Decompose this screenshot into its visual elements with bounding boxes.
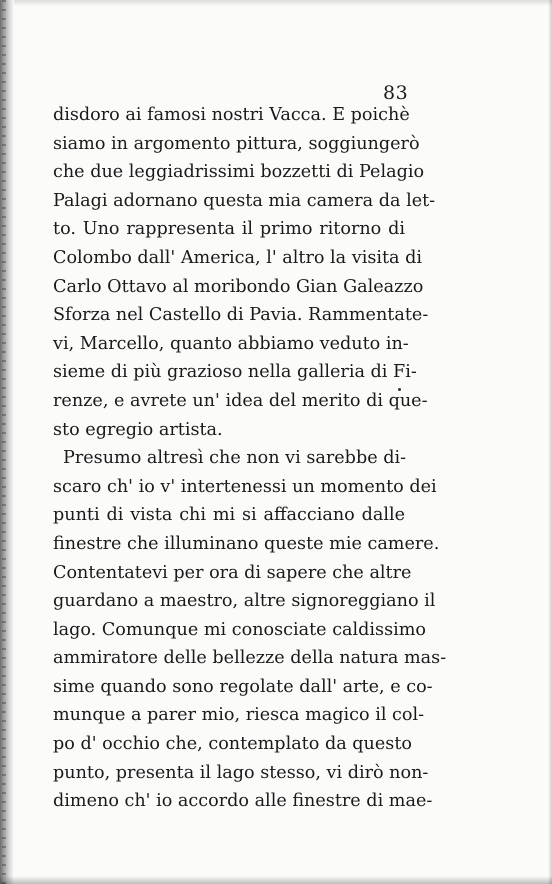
text-line: Palagi adornano questa mia camera da let- bbox=[53, 190, 436, 211]
text-line: punti di vista chi mi si affacciano dalle bbox=[53, 505, 405, 526]
text-line: guardano a maestro, altre signoreggiano il bbox=[53, 591, 436, 612]
text-line: po d' occhio che, contemplato da questo bbox=[53, 734, 412, 755]
paragraph-start-line: Presumo altresì che non vi sarebbe di- bbox=[63, 448, 407, 469]
text-line: to. Uno rappresenta il primo ritorno di bbox=[53, 219, 405, 240]
paragraph-end-line: sto egregio artista. bbox=[53, 419, 223, 440]
text-line: sieme di più grazioso nella galleria di Fi- bbox=[53, 362, 417, 383]
text-line: vi, Marcello, quanto abbiamo veduto in- bbox=[53, 333, 409, 354]
body-text bbox=[53, 101, 447, 816]
text-line: renze, e avrete un' idea del merito di que- bbox=[53, 390, 428, 411]
text-line: che due leggiadrissimi bozzetti di Pelagio bbox=[53, 162, 425, 183]
page-number: 83 bbox=[383, 82, 409, 104]
text-line: scaro ch' io v' intertenessi un momento dei bbox=[53, 476, 437, 497]
binding-stitch-marks bbox=[2, 0, 6, 884]
text-line: Carlo Ottavo al moribondo Gian Galeazzo bbox=[53, 276, 424, 297]
text-line: ammiratore delle bellezze della natura mas- bbox=[53, 648, 447, 669]
text-line: finestre che illuminano queste mie camere. bbox=[53, 533, 440, 554]
text-line: sime quando sono regolate dall' arte, e co- bbox=[53, 676, 433, 697]
text-line: siamo in argomento pittura, soggiungerò bbox=[53, 133, 420, 154]
text-line: punto, presenta il lago stesso, vi dirò non- bbox=[53, 762, 429, 783]
text-line: Colombo dall' America, l' altro la visita di bbox=[53, 247, 423, 268]
text-line: Sforza nel Castello di Pavia. Rammentate- bbox=[53, 305, 429, 326]
text-line: Contentatevi per ora di sapere che altre bbox=[53, 562, 412, 583]
text-line: lago. Comunque mi conosciate caldissimo bbox=[53, 619, 427, 640]
text-line: dimeno ch' io accordo alle finestre di mae- bbox=[53, 791, 433, 812]
text-line: munque a parer mio, riesca magico il col- bbox=[53, 705, 425, 726]
page-right-edge bbox=[548, 0, 552, 884]
page-top-shadow bbox=[0, 0, 552, 6]
text-line: disdoro ai famosi nostri Vacca. E poichè bbox=[53, 105, 410, 125]
page-bottom-edge bbox=[0, 876, 552, 884]
